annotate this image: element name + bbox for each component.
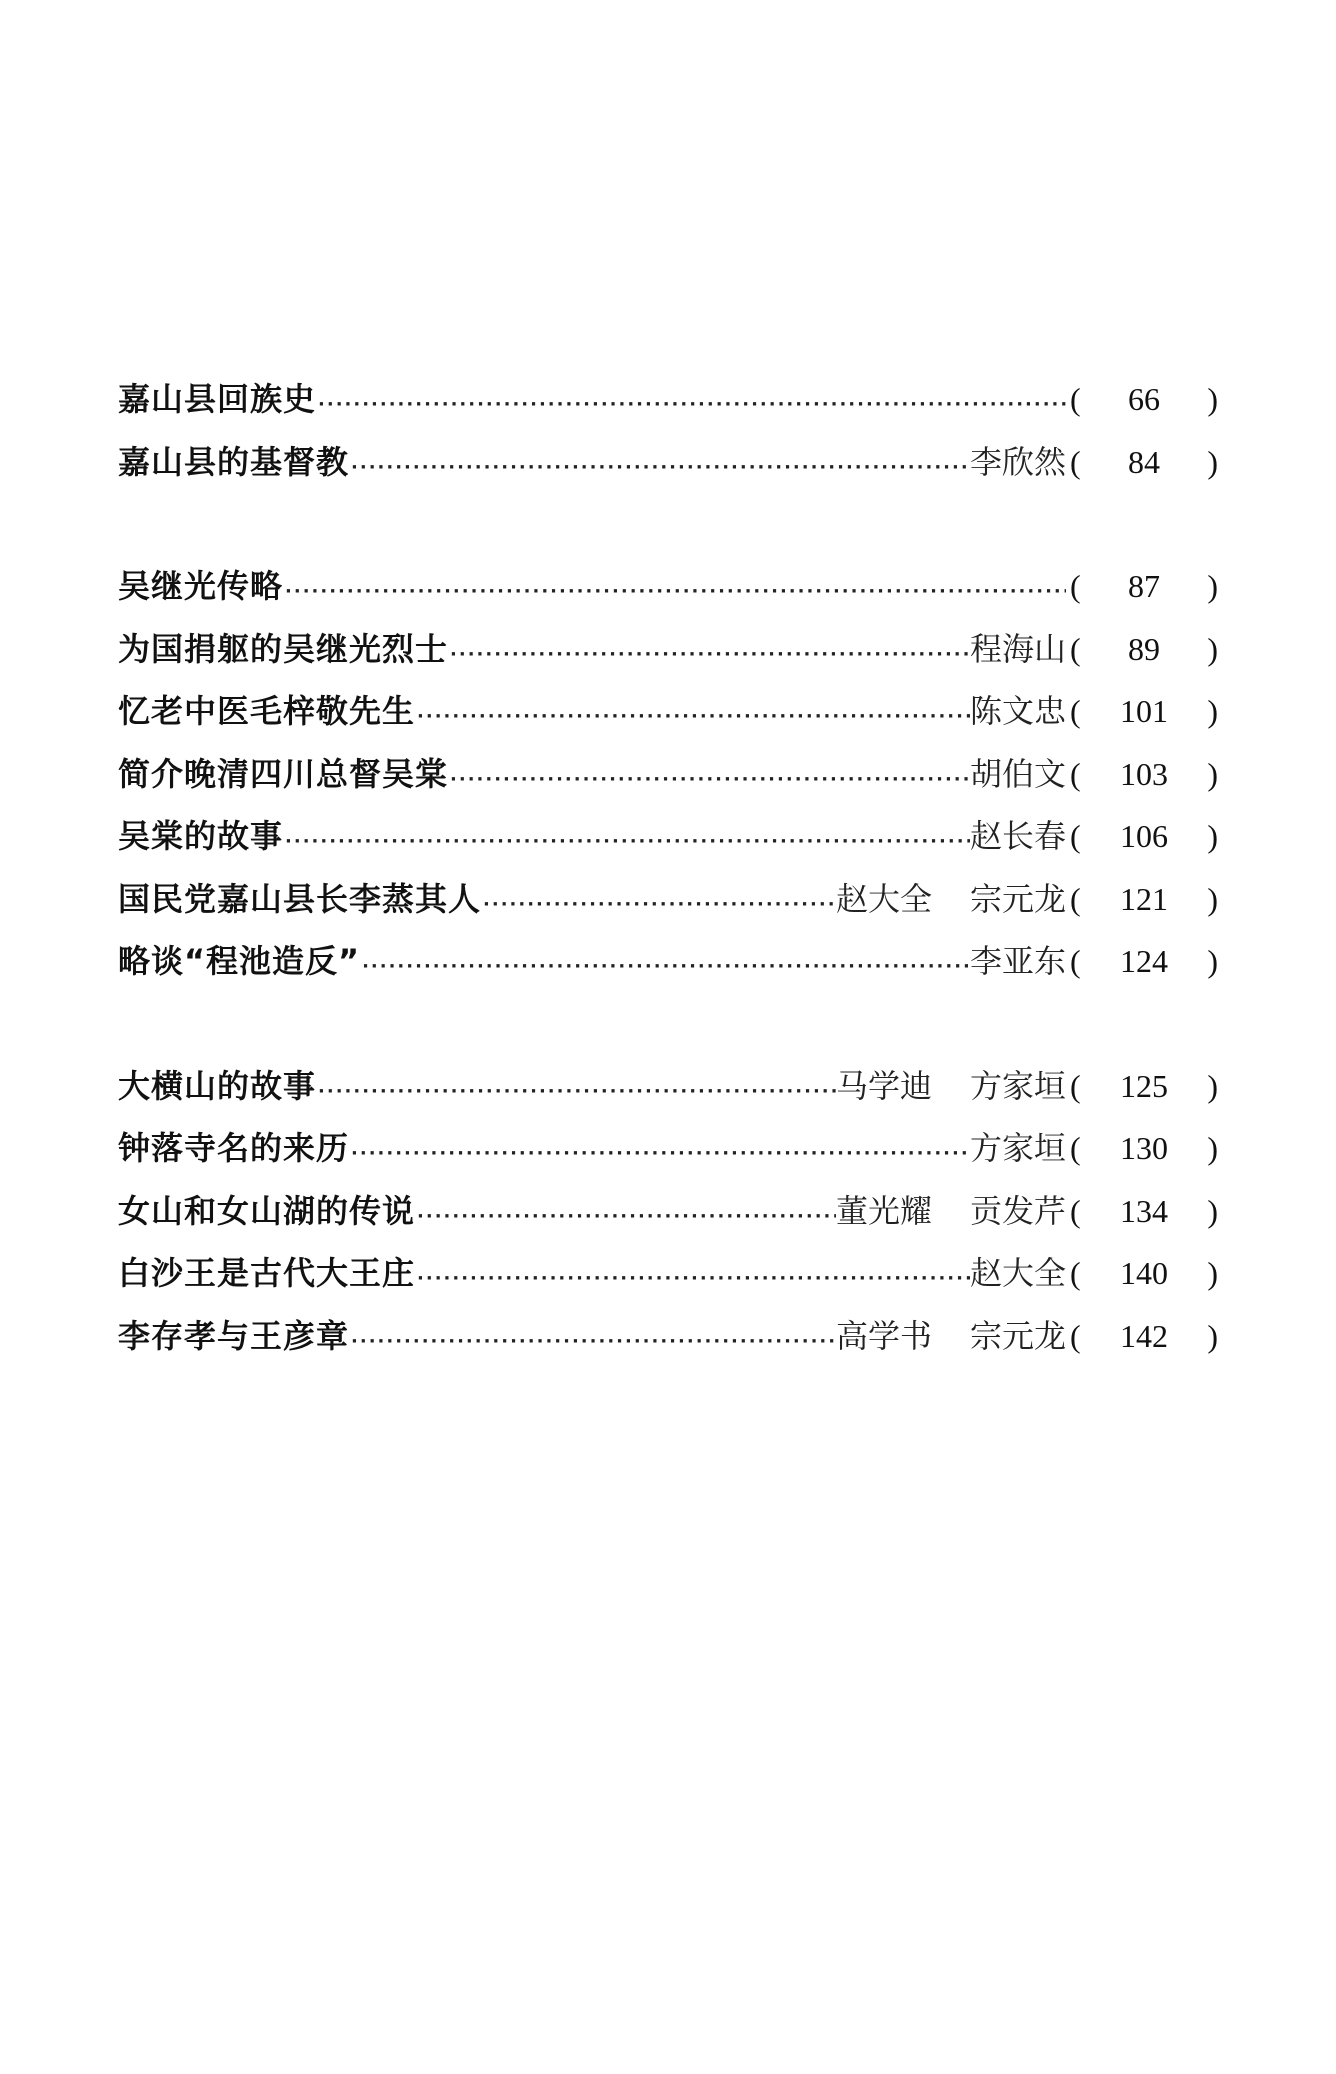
page-reference (1070, 680, 1218, 743)
entry-title: 李存孝与王彦章 (118, 1316, 350, 1355)
entry-title: 忆老中医毛梓敬先生 (118, 692, 416, 730)
entry-title: 女山和女山湖的传说 (118, 1191, 416, 1230)
toc-entry[interactable] (118, 618, 1218, 681)
dot-leader (448, 624, 970, 687)
page-number: 142 (1120, 1317, 1168, 1354)
dot-leader (349, 437, 970, 500)
dot-leader (481, 874, 836, 937)
page-reference (1070, 555, 1218, 618)
page-number: 106 (1120, 818, 1168, 854)
entry-authors (970, 805, 1066, 868)
page-number: 101 (1120, 693, 1168, 729)
entry-title: 大横山的故事 (118, 1066, 317, 1105)
paren-close: ) (1207, 755, 1218, 792)
dot-leader (415, 1186, 836, 1249)
toc-entry[interactable] (118, 680, 1218, 743)
entry-authors (836, 1180, 1066, 1243)
toc-group (118, 368, 1218, 493)
paren-close: ) (1207, 443, 1218, 480)
page-reference (1070, 805, 1218, 868)
toc-group (118, 555, 1218, 993)
paren-open: ( (1070, 1067, 1081, 1104)
page-reference (1070, 1305, 1218, 1368)
paren-close: ) (1207, 943, 1218, 979)
author-name: 赵长春 (969, 817, 1066, 855)
toc-entry[interactable] (118, 1055, 1218, 1118)
paren-open: ( (1070, 1255, 1081, 1291)
author-name: 方家垣 (969, 1066, 1066, 1105)
dot-leader (283, 561, 1066, 624)
page-number: 124 (1120, 943, 1168, 979)
table-of-contents (118, 368, 1218, 1429)
paren-open: ( (1070, 880, 1081, 917)
toc-entry[interactable] (118, 555, 1218, 618)
page-reference (1070, 1180, 1218, 1243)
entry-title: 为国捐躯的吴继光烈士 (118, 629, 449, 668)
entry-authors (970, 930, 1066, 993)
author-name: 李欣然 (969, 442, 1066, 481)
author-name: 李亚东 (969, 942, 1066, 980)
toc-entry[interactable] (118, 868, 1218, 931)
entry-authors (970, 743, 1066, 806)
page-reference (1070, 930, 1218, 993)
entry-authors (970, 431, 1066, 494)
dot-leader (448, 749, 970, 812)
entry-authors (836, 1305, 1066, 1368)
page-number: 130 (1120, 1130, 1168, 1166)
author-name: 高学书 (835, 1316, 932, 1355)
entry-authors (970, 618, 1066, 681)
paren-close: ) (1207, 1130, 1218, 1166)
dot-leader (316, 1061, 836, 1124)
toc-entry[interactable] (118, 1242, 1218, 1305)
paren-close: ) (1207, 381, 1218, 417)
page-number: 103 (1120, 755, 1168, 792)
paren-open: ( (1070, 568, 1081, 604)
paren-open: ( (1070, 381, 1081, 417)
author-name: 董光耀 (835, 1191, 932, 1230)
paren-open: ( (1070, 443, 1081, 480)
paren-open: ( (1070, 693, 1081, 729)
paren-close: ) (1207, 818, 1218, 854)
paren-close: ) (1207, 630, 1218, 667)
author-name: 宗元龙 (969, 879, 1066, 918)
dot-leader (415, 686, 970, 749)
author-name: 程海山 (969, 629, 1066, 668)
dot-leader (360, 936, 970, 999)
author-name: 宗元龙 (969, 1316, 1066, 1355)
toc-entry[interactable] (118, 431, 1218, 494)
page-number: 87 (1128, 568, 1160, 604)
paren-open: ( (1070, 630, 1081, 667)
page-number: 84 (1128, 443, 1160, 480)
paren-close: ) (1207, 1255, 1218, 1291)
page-reference (1070, 743, 1218, 806)
toc-entry[interactable] (118, 1117, 1218, 1180)
paren-open: ( (1070, 1130, 1081, 1166)
entry-title: 略谈“程池造反” (118, 942, 361, 980)
page-reference (1070, 868, 1218, 931)
page-number: 66 (1128, 381, 1160, 417)
page-reference (1070, 368, 1218, 431)
paren-open: ( (1070, 818, 1081, 854)
entry-title: 白沙王是古代大王庄 (118, 1254, 416, 1292)
author-name: 陈文忠 (969, 692, 1066, 730)
dot-leader (283, 811, 970, 874)
author-name: 胡伯文 (969, 754, 1066, 793)
author-name: 贡发芹 (969, 1191, 1066, 1230)
page-number: 125 (1120, 1067, 1168, 1104)
author-name: 赵大全 (835, 879, 932, 918)
entry-title: 简介晚清四川总督吴棠 (118, 754, 449, 793)
toc-group (118, 1055, 1218, 1368)
page-number: 89 (1128, 630, 1160, 667)
paren-close: ) (1207, 693, 1218, 729)
page-reference (1070, 1055, 1218, 1118)
author-name: 马学迪 (835, 1066, 932, 1105)
entry-title: 国民党嘉山县长李蒸其人 (118, 879, 482, 918)
dot-leader (349, 1311, 836, 1374)
entry-authors (970, 1242, 1066, 1305)
page-number: 140 (1120, 1255, 1168, 1291)
page-reference (1070, 431, 1218, 494)
paren-close: ) (1207, 1192, 1218, 1229)
entry-authors (836, 868, 1066, 931)
entry-title: 嘉山县的基督教 (118, 442, 350, 481)
toc-entry[interactable] (118, 368, 1218, 431)
toc-entry[interactable] (118, 930, 1218, 993)
entry-authors (970, 1117, 1066, 1180)
entry-title: 嘉山县回族史 (118, 380, 317, 418)
paren-close: ) (1207, 1067, 1218, 1104)
paren-close: ) (1207, 568, 1218, 604)
author-name: 赵大全 (969, 1254, 1066, 1292)
paren-open: ( (1070, 943, 1081, 979)
toc-entry[interactable] (118, 1180, 1218, 1243)
page-reference (1070, 1117, 1218, 1180)
paren-close: ) (1207, 880, 1218, 917)
paren-close: ) (1207, 1317, 1218, 1354)
entry-authors (970, 680, 1066, 743)
page-reference (1070, 1242, 1218, 1305)
entry-authors (836, 1055, 1066, 1118)
dot-leader (349, 1123, 970, 1186)
page-number: 121 (1120, 880, 1168, 917)
toc-entry[interactable] (118, 1305, 1218, 1368)
author-name: 方家垣 (969, 1129, 1066, 1167)
dot-leader (316, 374, 1066, 437)
page-number: 134 (1120, 1192, 1168, 1229)
dot-leader (415, 1248, 970, 1311)
entry-title: 钟落寺名的来历 (118, 1129, 350, 1167)
entry-title: 吴棠的故事 (118, 817, 284, 855)
toc-entry[interactable] (118, 743, 1218, 806)
paren-open: ( (1070, 1317, 1081, 1354)
page-reference (1070, 618, 1218, 681)
toc-entry[interactable] (118, 805, 1218, 868)
paren-open: ( (1070, 755, 1081, 792)
paren-open: ( (1070, 1192, 1081, 1229)
entry-title: 吴继光传略 (118, 567, 284, 605)
